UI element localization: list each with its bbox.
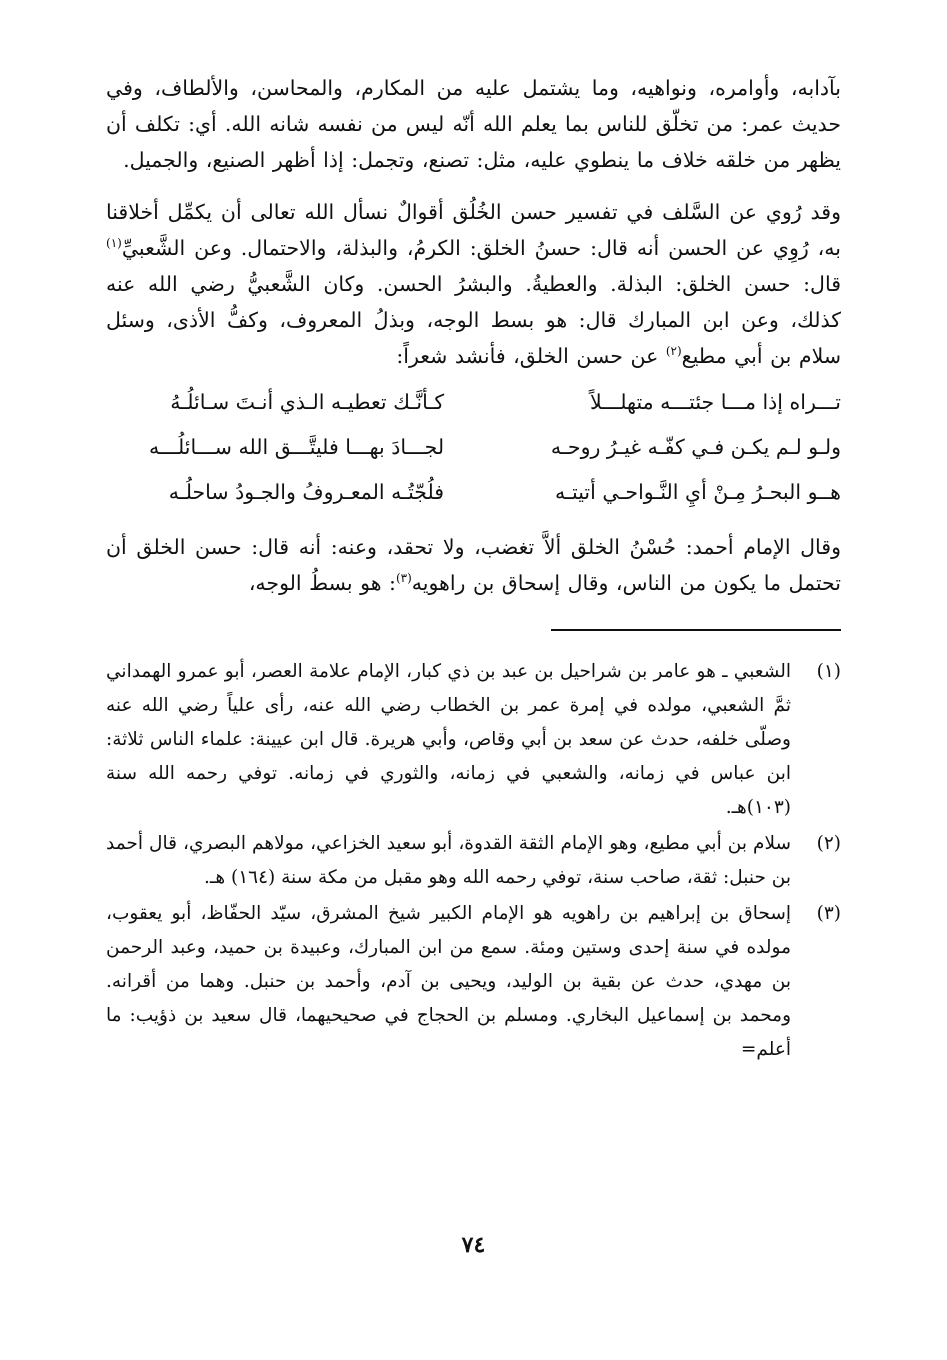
footnote-text: سلام بن أبي مطيع، وهو الإمام الثقة القدوة، أبو سعيد الخزاعي، مولاهم البصري، قال أحمد بن حنبل: ثقة، صاحب سنة، توفي رحمه الله وهو مقبل من مكة سنة (١٦٤) هـ.: [106, 833, 791, 888]
verse-first-hemistich: هــو البحـرُ مِـنْ أيِ النَّـواحـي أتيتـه: [555, 480, 841, 504]
poem-verse: [106, 425, 841, 470]
verse-first-hemistich: تـــراه إذا مـــا جئتـــه متهلـــلاً: [589, 390, 841, 414]
paragraph-3-part-1: وقال الإمام أحمد: حُسْنُ الخلق ألاَّ تغضب، ولا تحقد، وعنه: أنه قال: حسن الخلق أن تحتمل ما يكون من الناس، وقال إسحاق بن راهويه: [106, 535, 841, 595]
footnote-number: (٣): [816, 903, 841, 924]
paragraph-2-part-1: وقد رُوي عن السَّلف في تفسير حسن الخُلُق أقوالٌ نسأل الله تعالى أن يكمِّل أخلاقنا به، رُوِي عن الحسن أنه قال: حسنُ الخلق: الكرمُ، والبذلة، والاحتمال. وعن الشَّعبيِّ: [106, 200, 841, 260]
verse-second-hemistich: كـأنَّـك تعطيـه الـذي أنـتَ سـائلُـهُ: [170, 390, 445, 414]
verse-first-hemistich: ولـو لـم يكـن فـي كفّـه غيـرُ روحـه: [550, 435, 841, 459]
paragraph-3-part-2: : هو بسطُ الوجه،: [248, 571, 396, 595]
poem: [106, 380, 841, 515]
footnote-text: الشعبي ـ هو عامر بن شراحيل بن عبد بن ذي كبار، الإمام علامة العصر، أبو عمرو الهمداني ثمَّ الشعبي، مولده في إمرة عمر بن الخطاب رضي الله عنه، رأى علياً رضي الله عنه وصلّى خلفه، حدث عن سعد بن أبي وقاص، وأبي هريرة. قال ابن عيينة: علماء الناس ثلاثة: ابن عباس في زمانه، والشعبي في زمانه، والثوري في زمانه. توفي رحمه الله سنة (١٠٣)هـ.: [106, 661, 791, 818]
footnotes: [106, 655, 841, 1067]
paragraph-2-part-2: قال: حسن الخلق: البذلة. والعطيةُ. والبشرُ الحسن. وكان الشَّعبيُّ رضي الله عنه كذلك، وعن ابن المبارك قال: هو بسط الوجه، وبذلُ المعروف، وكفُّ الأذى، وسئل سلام بن أبي مطيع: [106, 272, 841, 368]
footnote: [106, 897, 841, 1067]
verse-second-hemistich: فلُجّتُـه المعـروفُ والجـودُ ساحلُـه: [168, 480, 445, 504]
page-number: ٧٤: [461, 1232, 486, 1258]
footnote-ref-1: (١): [106, 236, 122, 251]
footnote-separator: [551, 629, 841, 631]
footnote-number: (١): [816, 661, 841, 682]
footnote: [106, 827, 841, 895]
poem-verse: [106, 380, 841, 425]
footnote-number: (٢): [816, 833, 841, 854]
paragraph-2-part-3: عن حسن الخلق، فأنشد شعراً:: [396, 344, 666, 368]
paragraph-1: بآدابه، وأوامره، ونواهيه، وما يشتمل عليه من المكارم، والمحاسن، والألطاف، وفي حديث عمر: من تخلّق للناس بما يعلم الله أنّه ليس من نفسه شانه الله. أي: تكلف أن يظهر من خلقه خلاف ما ينطوي عليه، مثل: تصنع، وتجمل: إذا أظهر الصنيع، والجميل.: [106, 76, 841, 172]
footnote-ref-3: (٣): [395, 571, 412, 586]
verse-second-hemistich: لجـــادَ بهـــا فليتَّـــق الله ســـائلُـــه: [149, 435, 445, 459]
poem-verse: [106, 470, 841, 515]
paragraph-2: [106, 194, 841, 374]
footnote-ref-2: (٢): [665, 344, 682, 359]
footnote: [106, 655, 841, 825]
footnote-text: إسحاق بن إبراهيم بن راهويه هو الإمام الكبير شيخ المشرق، سيّد الحفّاظ، أبو يعقوب، مولده في سنة إحدى وستين ومئة. سمع من ابن المبارك، وعبيدة بن حميد، وعبد الرحمن بن مهدي، حدث عن بقية بن الوليد، ويحيى بن آدم، وأحمد بن حنبل. وهما من أقرانه. ومحمد بن إسماعيل البخاري. ومسلم بن الحجاج في صحيحيهما، قال سعيد بن ذؤيب: ما أعلم=: [106, 903, 791, 1060]
paragraph-3: [106, 529, 841, 601]
